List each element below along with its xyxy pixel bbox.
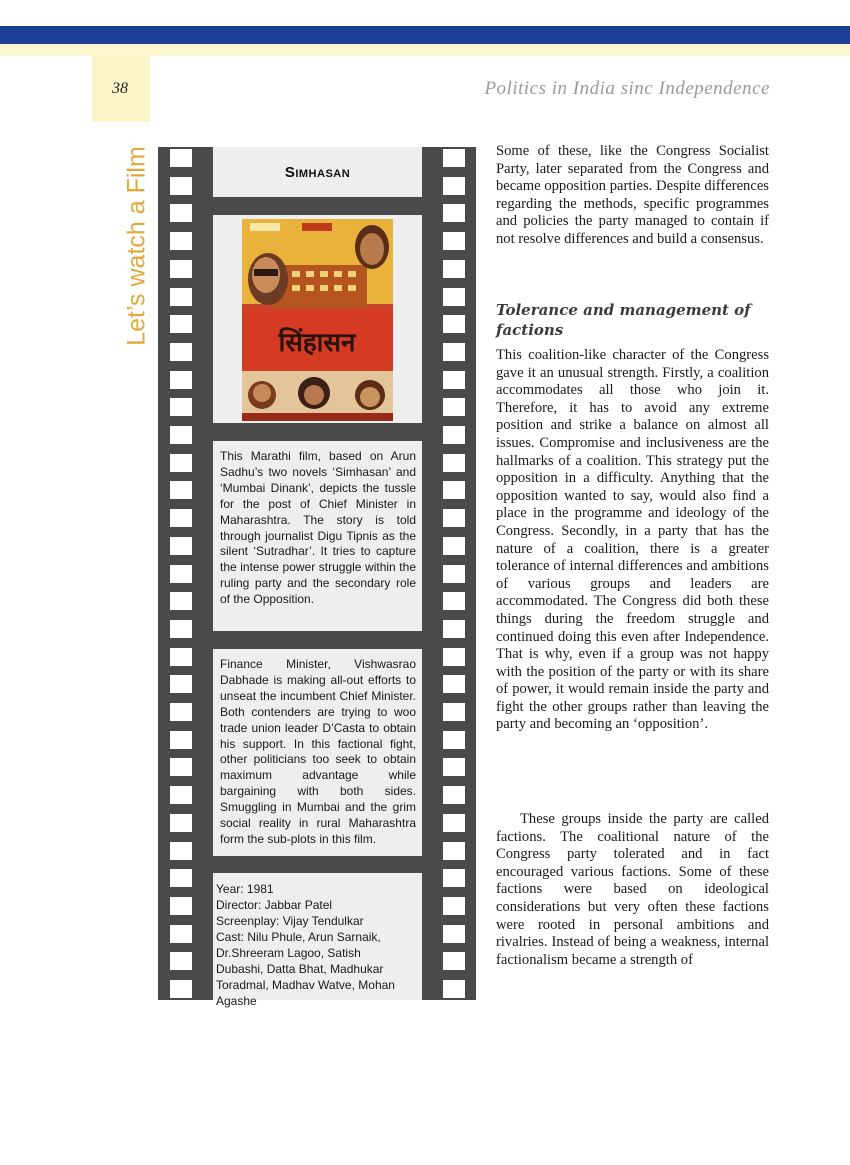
film-info (216, 881, 416, 1009)
film-sprocket-hole (170, 343, 192, 361)
film-info-line: Screenplay: Vijay Tendulkar (216, 914, 364, 928)
film-info-line: Director: Jabbar Patel (216, 898, 333, 912)
film-sprocket-hole (443, 814, 465, 832)
film-sprocket-hole (443, 786, 465, 804)
film-sprocket-hole (170, 897, 192, 915)
film-sprocket-hole (443, 842, 465, 860)
film-sprocket-hole (170, 537, 192, 555)
film-poster-frame (213, 215, 422, 423)
film-sprocket-hole (443, 537, 465, 555)
film-synopsis-frame (213, 441, 422, 631)
film-sprocket-hole (443, 204, 465, 222)
film-sprocket-hole (170, 952, 192, 970)
film-sprocket-hole (443, 925, 465, 943)
film-sprocket-hole (443, 398, 465, 416)
film-sprocket-hole (443, 869, 465, 887)
film-info-frame (213, 873, 422, 1008)
film-synopsis: This Marathi film, based on Arun Sadhu’s two novels ‘Simhasan’ and ‘Mumbai Dinank’, depicts the tussle for the post of Chief Minister in Maharashtra. The story is told through journalist Digu Tipnis as the silent ‘Sutradhar’. It tries to capture the intense power struggle within the ruling party and the secondary role of the Opposition. (220, 449, 416, 607)
film-sprocket-holes-left (170, 147, 192, 1000)
film-plot-frame (213, 649, 422, 856)
film-plot: Finance Minister, Vishwasrao Dabhade is making all-out efforts to unseat the incumbent Chief Minister. Both contenders are trying to woo trade union leader D’Casta to obtain his support. In this factional fight, other politicians too seek to obtain maximum advantage while bargaining with both sides. Smuggling in Mumbai and the grim social reality in rural Maharashtra form the sub-plots in this film. (220, 657, 416, 846)
film-sprocket-hole (443, 897, 465, 915)
page-number: 38 (112, 80, 128, 97)
header-band (0, 26, 850, 44)
film-sprocket-hole (443, 620, 465, 638)
film-sprocket-hole (443, 149, 465, 167)
film-sprocket-hole (170, 842, 192, 860)
film-sprocket-hole (170, 371, 192, 389)
film-sprocket-hole (170, 731, 192, 749)
film-sprocket-hole (170, 703, 192, 721)
film-sprocket-hole (170, 925, 192, 943)
film-sprocket-holes-right (443, 147, 465, 1000)
film-sprocket-hole (443, 592, 465, 610)
section-subheading: Tolerance and management of factions (496, 301, 751, 339)
film-sprocket-hole (443, 260, 465, 278)
film-sprocket-hole (170, 260, 192, 278)
film-sprocket-hole (443, 426, 465, 444)
film-sprocket-hole (170, 980, 192, 998)
film-sprocket-hole (170, 398, 192, 416)
film-sprocket-hole (170, 786, 192, 804)
film-info-line: Toradmal, Madhav Watve, Mohan (216, 978, 395, 992)
film-sprocket-hole (170, 869, 192, 887)
film-sprocket-hole (170, 204, 192, 222)
film-sprocket-hole (443, 454, 465, 472)
film-title: Simhasan (284, 164, 351, 181)
film-info-line: Dr.Shreeram Lagoo, Satish (216, 946, 361, 960)
film-sprocket-hole (170, 288, 192, 306)
film-sprocket-hole (170, 177, 192, 195)
film-sprocket-hole (170, 232, 192, 250)
film-sprocket-hole (443, 232, 465, 250)
film-sprocket-hole (443, 343, 465, 361)
film-sprocket-hole (170, 620, 192, 638)
film-sprocket-hole (443, 980, 465, 998)
film-sprocket-hole (170, 454, 192, 472)
film-sprocket-hole (170, 481, 192, 499)
film-sprocket-hole (443, 952, 465, 970)
body-paragraph-2: This coalition-like character of the Congress gave it an unusual strength. Firstly, a coalition accommodates all those who join it. Therefore, it has to avoid any extreme position and strike a balance on almost all issues. Compromise and inclusiveness are the hallmarks of a coalition. This strategy put the opposition in a difficulty. Anything that the opposition wanted to say, would also find a place in the programme and ideology of the Congress. Secondly, in a party that has the nature of a coalition, there is a greater tolerance of internal differences and ambitions of various groups and leaders are accommodated. The Congress did both these things during the freedom struggle and continued doing this even after Independence. That is why, even if a group was not happy with the position of the party or with its share of power, it would remain inside the party and fight the other groups rather than leaving the party and becoming an ‘opposition’. (496, 347, 769, 733)
film-sprocket-hole (443, 648, 465, 666)
running-title: Politics in India sinc Independence (484, 78, 770, 99)
film-sprocket-hole (170, 814, 192, 832)
film-sprocket-hole (443, 565, 465, 583)
film-info-line: Year: 1981 (216, 882, 274, 896)
film-sprocket-hole (443, 288, 465, 306)
sidebar-title: Let’s watch a Film (122, 146, 151, 346)
poster-devanagari-title: सिंहासन (278, 328, 356, 358)
film-sprocket-hole (170, 426, 192, 444)
film-info-line: Cast: Nilu Phule, Arun Sarnaik, (216, 930, 381, 944)
film-sprocket-hole (443, 481, 465, 499)
film-sprocket-hole (170, 509, 192, 527)
film-sprocket-hole (443, 675, 465, 693)
film-sprocket-hole (443, 509, 465, 527)
film-sprocket-hole (170, 592, 192, 610)
body-paragraph-1: Some of these, like the Congress Socialist Party, later separated from the Congress and became opposition parties. Despite differences regarding the methods, specific programmes and policies the party managed to contain if not resolve differences and build a consensus. (496, 143, 769, 247)
film-sprocket-hole (443, 758, 465, 776)
film-sprocket-hole (170, 675, 192, 693)
film-poster-image (242, 219, 393, 421)
film-sprocket-hole (443, 703, 465, 721)
film-sprocket-hole (443, 731, 465, 749)
film-info-line: Agashe (216, 994, 257, 1008)
film-title-frame (213, 147, 422, 197)
film-sprocket-hole (170, 758, 192, 776)
film-sprocket-hole (170, 315, 192, 333)
film-sprocket-hole (170, 565, 192, 583)
film-info-line: Dubashi, Datta Bhat, Madhukar (216, 962, 384, 976)
film-sprocket-hole (170, 149, 192, 167)
film-sprocket-hole (443, 315, 465, 333)
film-sprocket-hole (170, 648, 192, 666)
header-band-light (0, 44, 850, 56)
body-paragraph-3: These groups inside the party are called factions. The coalitional nature of the Congress party tolerated and in fact encouraged various factions. Some of these factions were based on ideological considerations but very often these factions were rooted in personal ambitions and rivalries. Instead of being a weakness, internal factionalism became a strength of (496, 811, 769, 968)
film-sprocket-hole (443, 371, 465, 389)
film-sprocket-hole (443, 177, 465, 195)
film-strip (158, 147, 476, 1008)
